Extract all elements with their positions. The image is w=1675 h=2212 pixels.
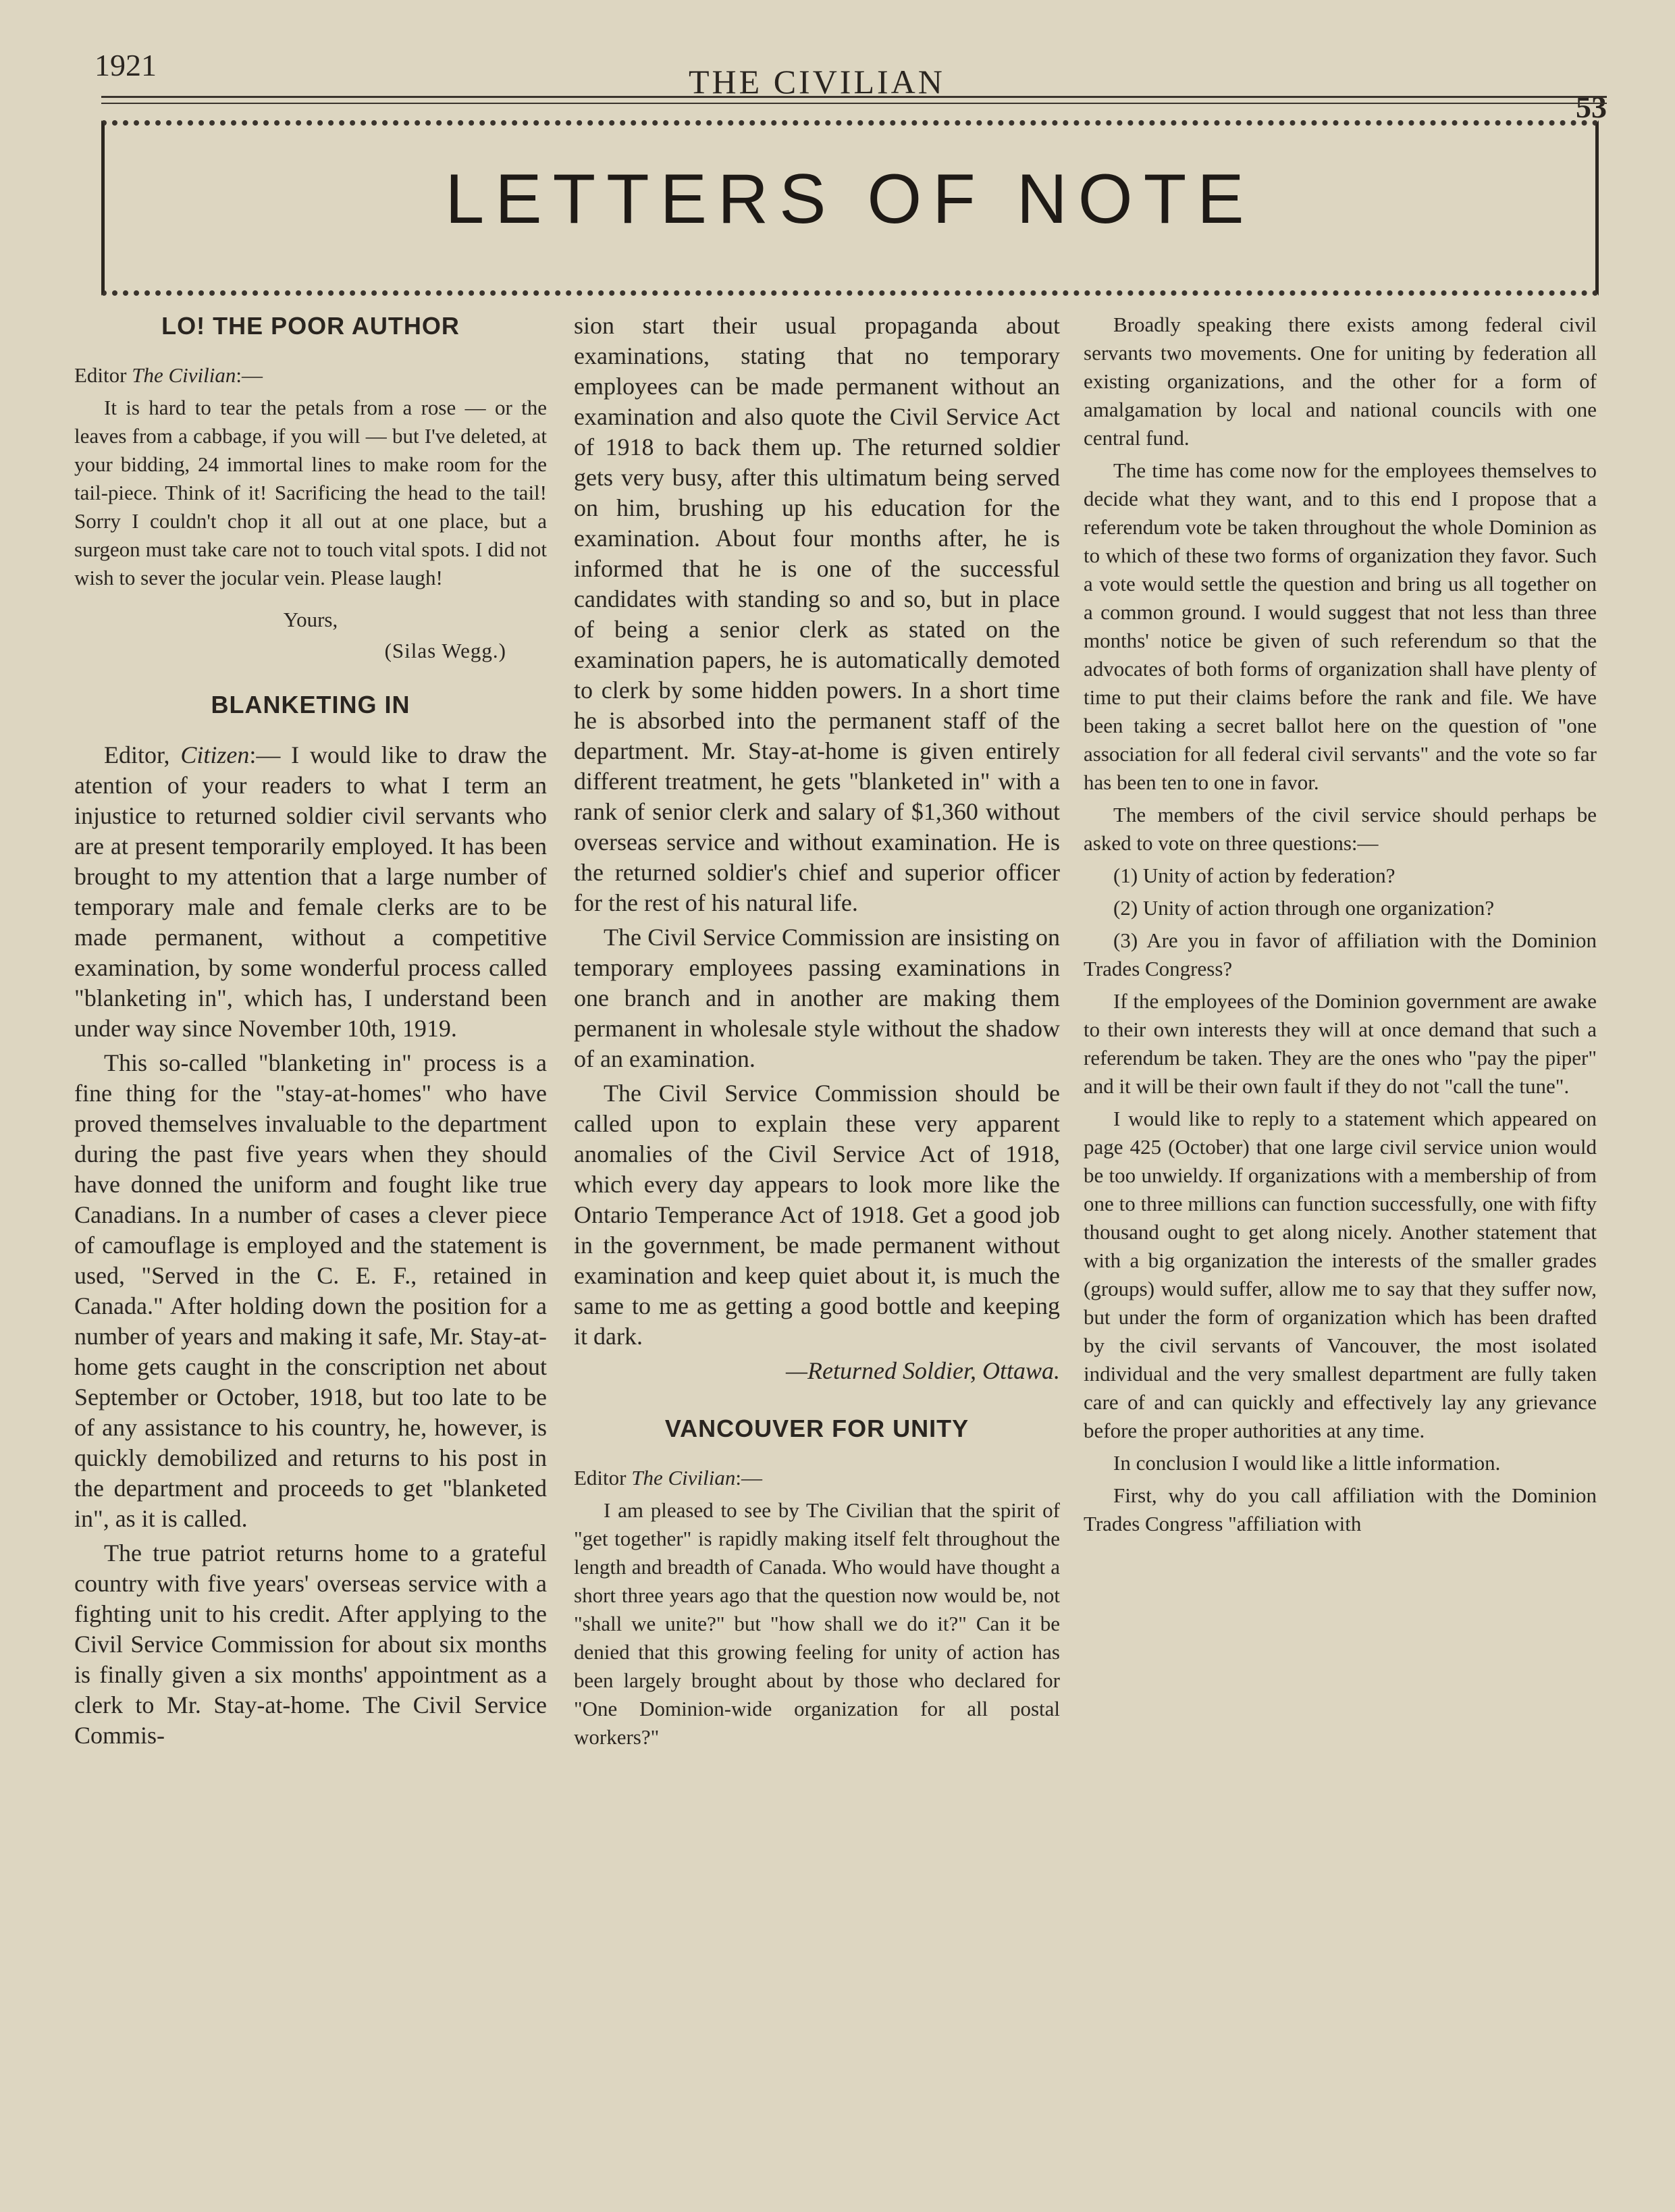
letter-signature: (Silas Wegg.) xyxy=(384,639,506,662)
header-rule-secondary xyxy=(101,103,1607,104)
letter-signature: —Returned Soldier, Ottawa. xyxy=(786,1357,1060,1384)
letter-paragraph: This so-called "blanketing in" process is a fine thing for the "stay-at-homes" who have proved themselves invaluable to the department during the past five years when they should have donned the uniform and fought like true Canadians. In a number of cases a clever piece of camouflage is employed and the statement is used, "Served in the C. E. F., retained in Canada." After holding down the position for a number of years and making it safe, Mr. Stay-at-home gets caught in the conscription net about September or October, 1918, but too late to be of any assistance to his country, he, however, is quickly demobilized and returns to his post in the department and proceeds to get "blanketed in", as it is called. xyxy=(74,1049,547,1532)
column-1 xyxy=(74,311,547,1755)
letter-paragraph: Broadly speaking there exists among federal civil servants two movements. One for uniting by federation all existing organizations, and the other for a form of amalgamation by local and national councils with one central fund. xyxy=(1084,313,1597,450)
journal-title: THE CIVILIAN xyxy=(689,63,945,101)
salutation: Editor The Civilian:— xyxy=(574,1466,763,1490)
page-number: 53 xyxy=(1576,90,1607,124)
question-item: (2) Unity of action through one organization? xyxy=(1113,896,1495,920)
letter-heading-vancouver: VANCOUVER FOR UNITY xyxy=(664,1415,969,1442)
letter-paragraph: The Civil Service Commission are insisting on temporary employees passing examinations in one branch and in another are making them permanent in wholesale style without the shadow of an examination. xyxy=(574,924,1060,1072)
section-banner xyxy=(101,120,1599,296)
running-head xyxy=(95,47,1607,124)
letter-heading-blanketing-in: BLANKETING IN xyxy=(211,691,410,718)
letter-body: It is hard to tear the petals from a rose — or the leaves from a cabbage, if you will — but I've deleted, at your bidding, 24 immortal lines to make room for the tail-piece. Think of it! Sacrificing the head to the tail! Sorry I couldn't chop it all out at one place, but a surgeon must take care not to touch vital spots. I did not wish to sever the jocular vein. Please laugh! xyxy=(74,396,547,589)
column-2 xyxy=(574,311,1060,1756)
letter-paragraph: The true patriot returns home to a grateful country with five years' overseas service with a fighting unit to his credit. After applying to the Civil Service Commission for about six months is finally given a six months' appointment as a clerk to Mr. Stay-at-home. The Civil Service Commis- xyxy=(74,1539,547,1749)
issue-year: 1921 xyxy=(95,48,157,82)
question-item: (3) Are you in favor of affiliation with the Dominion Trades Congress? xyxy=(1084,928,1597,980)
letter-paragraph: In conclusion I would like a little information. xyxy=(1113,1451,1501,1475)
letter-paragraph: I am pleased to see by The Civilian that the spirit of "get together" is rapidly making itself felt throughout the length and breadth of Canada. Who would have thought a short three years ago that the question now would be, not "shall we unite?" but "how shall we do it?" Can it be denied that this growing feeling for unity of action has been largely brought about by those who declared for "One Dominion-wide organization for all postal workers?" xyxy=(574,1498,1060,1749)
letter-paragraph: The members of the civil service should perhaps be asked to vote on three questions:— xyxy=(1084,803,1597,855)
letter-closing: Yours, xyxy=(283,608,338,631)
section-title: LETTERS OF NOTE xyxy=(445,160,1255,238)
letter-paragraph: sion start their usual propaganda about examinations, stating that no temporary employees can be made permanent without an examination and also quote the Civil Service Act of 1918 to back them up. The returned soldier gets very busy, after this ultimatum being served on him, brushing up his education for the examination. About four months after, he is informed that he is one of the successful candidates with standing so and so, but in place of being a senior clerk as stated on the examination papers, he is automatically demoted to clerk by some hidden powers. In a short time he is absorbed into the permanent staff of the department. Mr. Stay-at-home is given entirely different treatment, he gets "blanketed in" with a rank of senior clerk and salary of $1,360 without overseas service and without examination. He is the returned soldier's chief and superior officer for the rest of his natural life. xyxy=(574,312,1060,916)
letter-paragraph: I would like to reply to a statement which appeared on page 425 (October) that one large civil service union would be too unwieldy. If organizations with a membership of from one to three millions can function successfully, one with fifty thousand ought to get along nicely. Another statement that with a big organization the interests of the smaller grades (groups) would suffer, allow me to say that they suffer now, but under the form of organization which has been drafted by the civil servants of Vancouver, the most isolated individual and the very smallest department are fully taken care of and can quickly and effectively lay any grievance before the proper authorities at any time. xyxy=(1084,1107,1597,1442)
salutation: Editor The Civilian:— xyxy=(74,363,263,387)
letter-paragraph: The time has come now for the employees themselves to decide what they want, and to this end I propose that a referendum vote be taken throughout the whole Dominion as to which of these two forms of organization they favor. Such a vote would settle the question and bring us all together on a common ground. I would suggest that not less than three months' notice be given of such referendum so that the advocates of both forms of organization shall have plenty of time to put their claims before the rank and file. We have been taking a secret ballot here on the question of "one association for all federal civil servants" and the vote so far has been ten to one in favor. xyxy=(1084,458,1597,794)
letter-paragraph: If the employees of the Dominion government are awake to their own interests they will at once demand that such a referendum be taken. They are the ones who "pay the piper" and it will be their own fault if they do not "call the tune". xyxy=(1084,989,1597,1098)
letter-paragraph: First, why do you call affiliation with the Dominion Trades Congress "affiliation with xyxy=(1084,1483,1597,1535)
question-item: (1) Unity of action by federation? xyxy=(1113,864,1395,887)
letter-paragraph: Editor, Citizen:— I would like to draw the atention of your readers to what I term an injustice to returned soldier civil servants who are at present temporarily employed. It has been brought to my attention that a large number of temporary male and female clerks are to be made permanent, without a competitive examination, by some wonderful process called "blanketing in", which has, I understand been under way since November 10th, 1919. xyxy=(74,741,548,1042)
header-rule xyxy=(101,96,1607,98)
letter-paragraph: The Civil Service Commission should be called upon to explain these very apparent anomalies of the Civil Service Act of 1918, which every day appears to look more like the Ontario Temperance Act of 1918. Get a good job in the government, be made permanent without examination and keep quiet about it, is much the same to me as getting a good bottle and keeping it dark. xyxy=(574,1080,1060,1350)
column-3 xyxy=(1084,311,1597,1542)
letter-heading-poor-author: LO! THE POOR AUTHOR xyxy=(161,312,460,340)
